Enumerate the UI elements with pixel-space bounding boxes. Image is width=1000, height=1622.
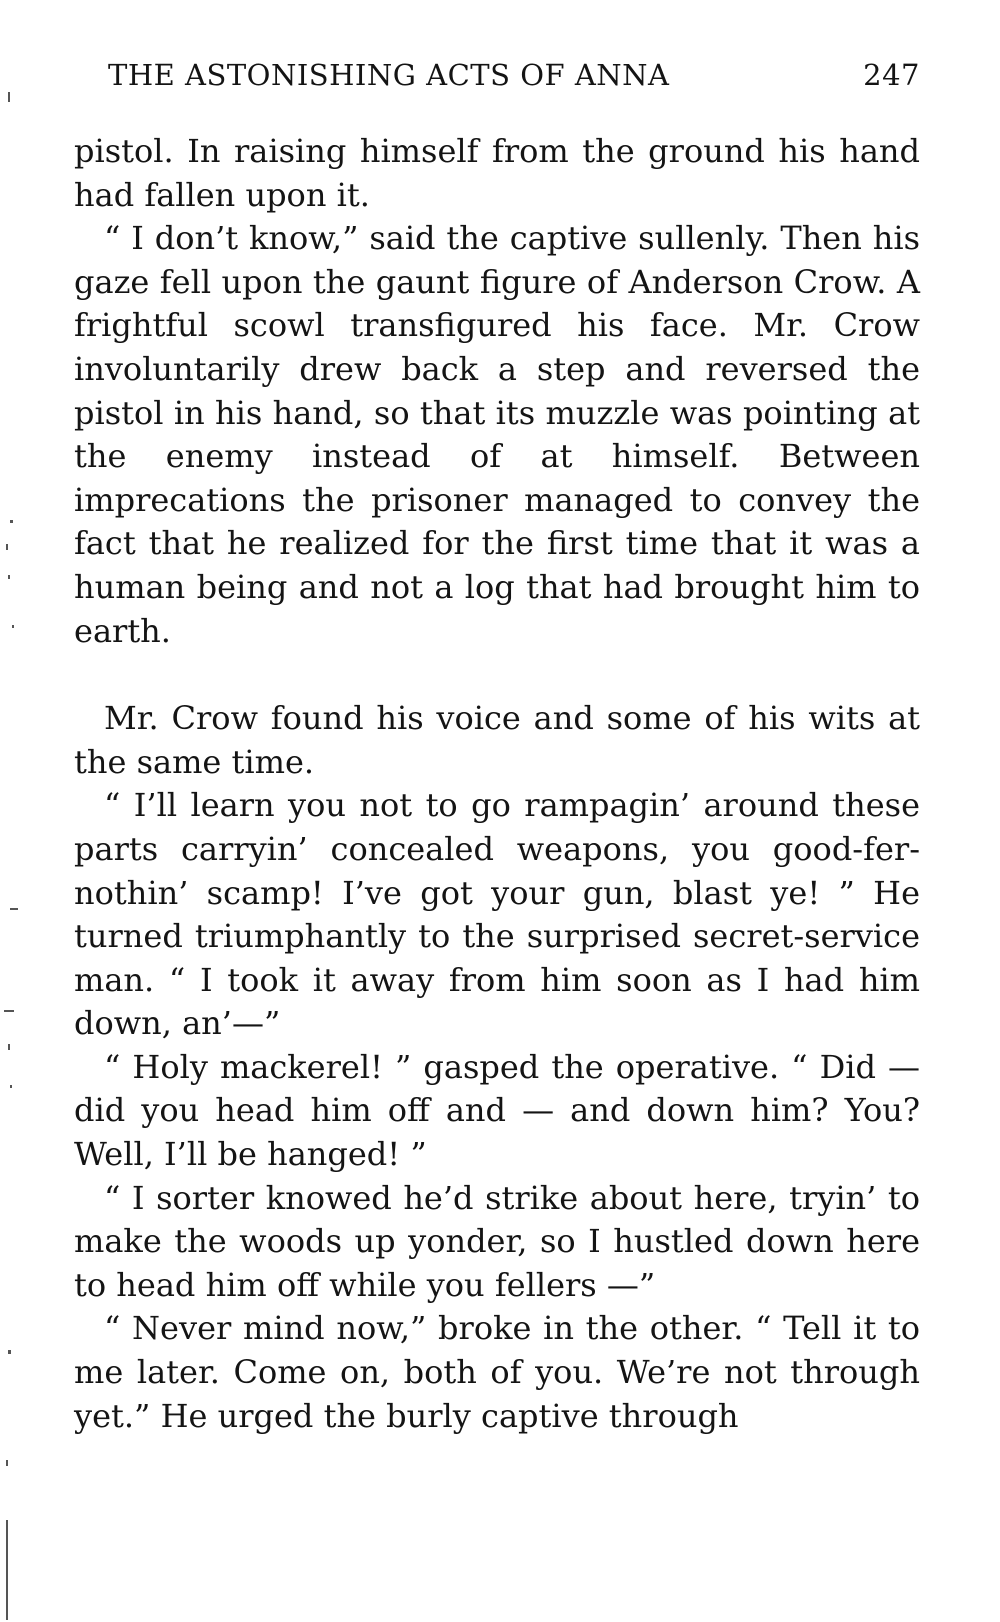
page-number: 247 xyxy=(863,58,920,92)
page-header xyxy=(108,58,920,102)
paragraph: “ Holy mackerel! ” gasped the operative. “ Did — did you head him off and — and down him? You? Well, I’ll be hanged! ” xyxy=(74,1047,920,1174)
paragraph: “ I don’t know,” said the captive sullenly. Then his gaze fell upon the gaunt figure of Anderson Crow. A frightful scowl transfigured his face. Mr. Crow involuntarily drew back a step and reversed the pistol in his hand, so that its muzzle was pointing at the enemy instead of at himself. Between imprecations the prisoner managed to convey the fact that he realized for the first time that it was a human being and not a log that had brought him to earth. xyxy=(74,219,920,650)
running-head: THE ASTONISHING ACTS OF ANNA xyxy=(108,58,670,92)
paragraph: “ I sorter knowed he’d strike about here, tryin’ to make the woods up yonder, so I hustled down here to head him off while you fellers —” xyxy=(74,1178,920,1304)
scan-margin-marks xyxy=(0,0,20,1622)
body-text xyxy=(74,130,920,1438)
paragraph: Mr. Crow found his voice and some of his wits at the same time. xyxy=(74,699,920,781)
paragraph: “ Never mind now,” broke in the other. “ Tell it to me later. Come on, both of you. We’re not through yet.” He urged the burly captive through xyxy=(74,1309,920,1435)
paragraph: “ I’ll learn you not to go rampagin’ around these parts carryin’ concealed weapons, you good-fer-nothin’ scamp! I’ve got your gun, blast ye! ” He turned triumphantly to the surprised secret-service man. “ I took it away from him soon as I had him down, an’—” xyxy=(74,786,920,1043)
paragraph-continued: pistol. In raising himself from the ground his hand had fallen upon it. xyxy=(74,132,920,214)
